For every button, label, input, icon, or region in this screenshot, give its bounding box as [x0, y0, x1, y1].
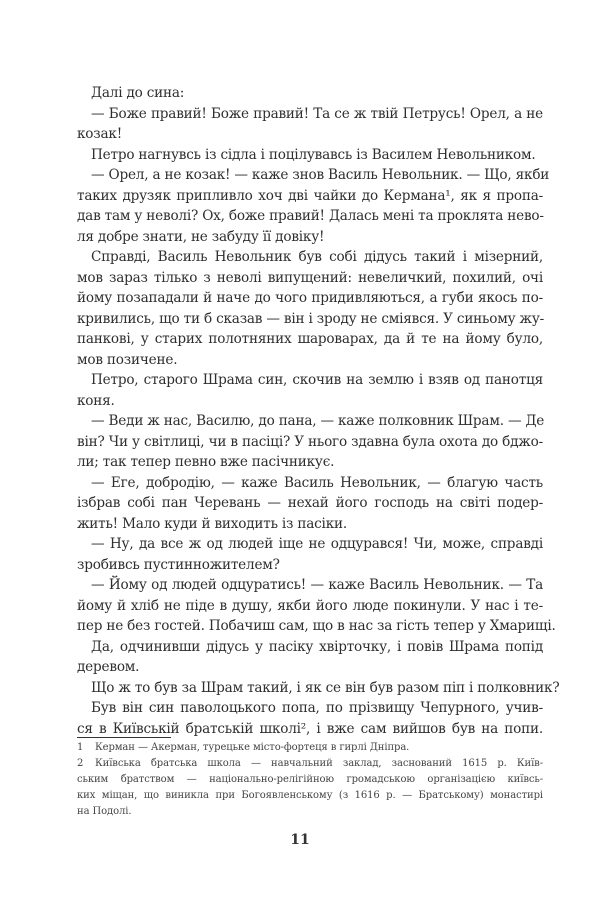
- text-line: — Орел, а не козак! — каже знов Василь Невольник. — Що, якби: [91, 167, 550, 183]
- text-line: йому й хліб не піде в душу, якби його люде покинули. У нас і те-: [77, 597, 543, 614]
- text-line: мов позичене.: [77, 351, 178, 368]
- text-line: зробивсь пустинножителем?: [77, 556, 280, 573]
- text-line: Був він син паволоцького попа, по прізвищу Чепурного, учив-: [91, 700, 543, 716]
- footnote-divider: [77, 737, 171, 738]
- text-line: коня.: [77, 392, 115, 409]
- text-line: дав там у неволі? Ох, боже правий! Далась мені та проклята нево-: [77, 208, 544, 224]
- footnote-text: ським братством — національно-релігійною громадською організацією київсь-: [77, 774, 543, 785]
- text-line: — Веди ж нас, Василю, до пана, — каже полковник Шрам. — Де: [91, 413, 545, 429]
- text-line: Що ж то був за Шрам такий, і як се він був разом піп і полковник?: [91, 679, 560, 696]
- text-line: кривились, що ти б сказав — він і зроду не сміявся. У синьому жу-: [77, 310, 545, 327]
- footnote-text: на Подолі.: [77, 806, 132, 817]
- body-text: [77, 83, 560, 739]
- text-line: ля добре знати, не забуду її довіку!: [77, 228, 325, 245]
- footnote-text: ких міщан, що виникла при Богоявленському (з 1616 р. — Братському) монастирі: [77, 790, 543, 801]
- footnotes: [77, 740, 543, 820]
- footnote-text: Керман — Акерман, турецьке місто-фортеця в гирлі Дніпра.: [95, 742, 410, 753]
- text-line: козак!: [77, 126, 122, 142]
- footnote-text: Київська братська школа — навчальний заклад, заснований 1615 р. Київ-: [95, 758, 543, 769]
- text-line: Далі до сина:: [91, 85, 185, 101]
- text-line: — Ну, да все ж од людей іще не одцурався! Чи, може, справді: [91, 536, 543, 552]
- footnote-number: 1: [77, 742, 84, 753]
- text-line: Петро, старого Шрама син, скочив на землю і взяв од панотця: [91, 372, 543, 388]
- text-line: панкові, у старих полотняних шароварах, да й те на йому було,: [77, 331, 543, 347]
- text-line: — Йому од людей одцуратись! — каже Василь Невольник. — Та: [91, 577, 543, 593]
- text-line: ли; так тепер певно вже пасічникує.: [77, 454, 335, 470]
- text-line: таких друзяк припливло хоч дві чайки до Кермана¹, як я пропа-: [77, 187, 543, 204]
- text-line: Справді, Василь Невольник був собі дідусь такий і мізерний,: [91, 249, 543, 265]
- text-line: ся в Київській братській школі², і вже сам вийшов був на попи.: [77, 720, 543, 737]
- footnote-line: [77, 804, 543, 820]
- text-line: пер не без гостей. Побачиш сам, що в нас за гість тепер у Хмарищі.: [77, 618, 556, 634]
- footnote-line: [77, 756, 543, 772]
- text-line: він? Чи у світлиці, чи в пасіці? У нього здавна була охота до бджо-: [77, 433, 543, 450]
- footnote-line: [77, 788, 543, 804]
- text-line: — Еге, добродію, — каже Василь Невольник, — благую часть: [91, 474, 543, 491]
- text-line: Петро нагнувсь із сідла і поцілувавсь із Василем Невольником.: [91, 146, 536, 163]
- page-number: 11: [290, 832, 310, 848]
- footnote-number: 2: [77, 758, 84, 769]
- text-line: — Боже правий! Боже правий! Та се ж твій Петрусь! Орел, а не: [91, 105, 543, 122]
- text-line: Да, одчинивши дідусь у пасіку хвірточку, і повів Шрама попід: [91, 638, 543, 655]
- text-line: йому позападали й наче до чого придивляються, а губи якось по-: [77, 290, 543, 306]
- text-line: мов зараз тілько з неволі випущений: невеличкий, похилий, очі: [77, 269, 543, 286]
- text-line: жить! Мало куди й виходить із пасіки.: [77, 515, 347, 532]
- footnote-line: [77, 740, 543, 756]
- text-line: ізбрав собі пан Черевань — нехай його господь на світі подер-: [77, 495, 543, 511]
- footnote-line: [77, 772, 543, 788]
- text-line: деревом.: [77, 659, 140, 675]
